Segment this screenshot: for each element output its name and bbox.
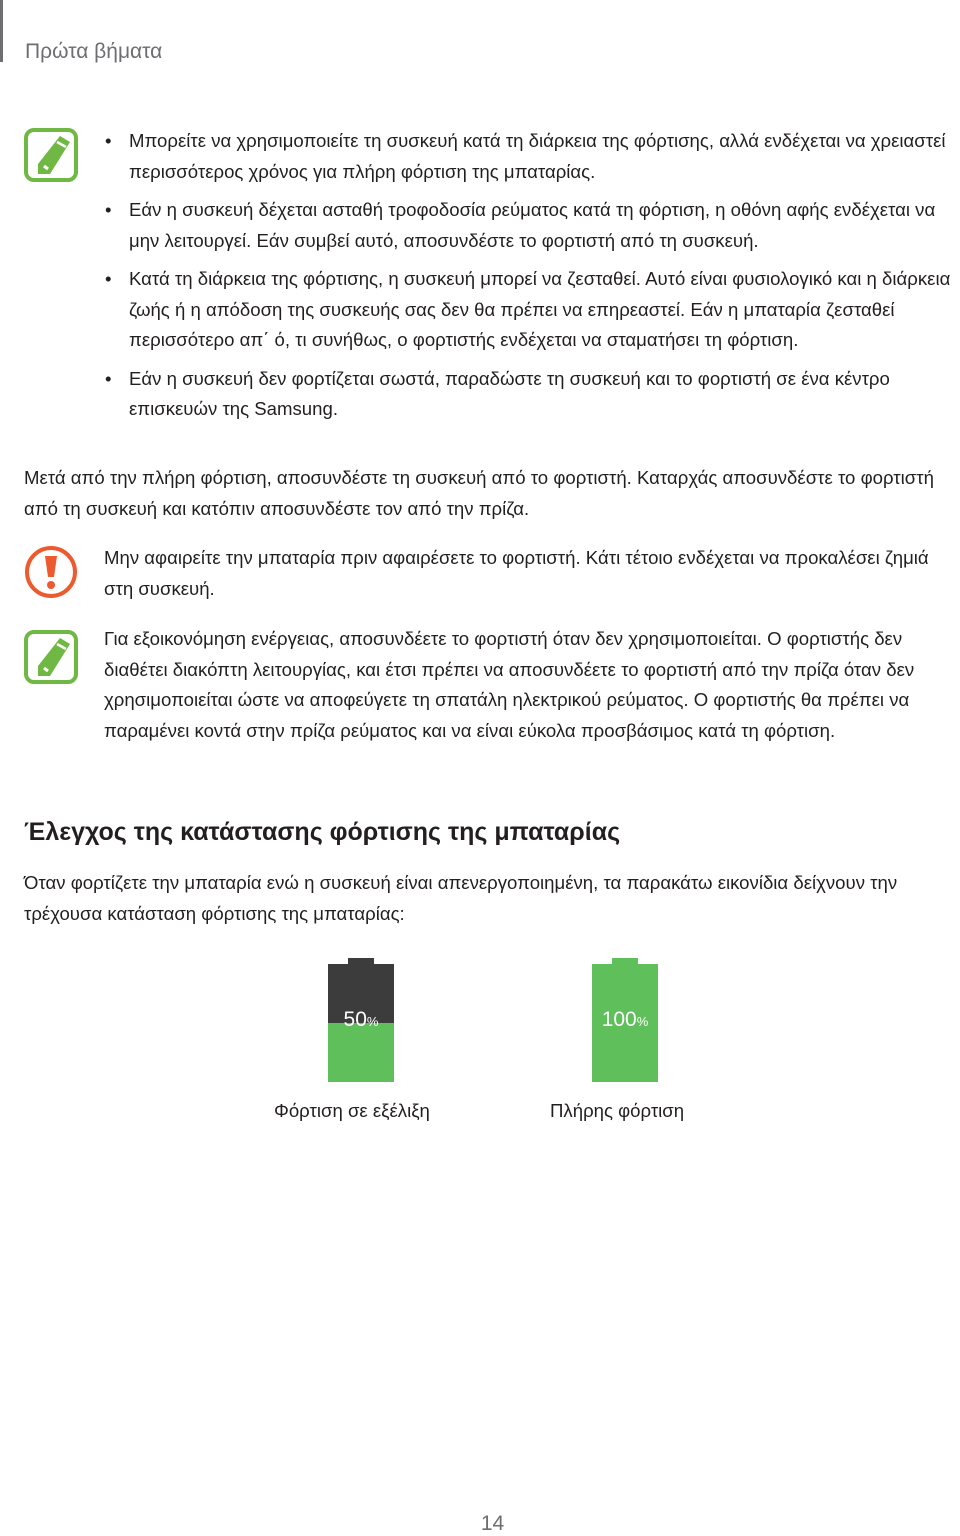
note-pencil-icon [24,630,78,684]
running-header: Πρώτα βήματα [25,40,163,63]
note-pencil-icon [24,128,78,182]
body-paragraph: Μετά από την πλήρη φόρτιση, αποσυνδέστε τη συσκευή από το φορτιστή. Καταρχάς αποσυνδέστε το φορτιστή από τη συσκευή και κατόπιν αποσυνδέστε τον από την πρίζα. [24,467,934,519]
note-bullet-list [104,126,954,433]
battery-level-label [326,1008,396,1032]
section-intro: Όταν φορτίζετε την μπαταρία ενώ η συσκευή είναι απενεργοποιημένη, τα παρακάτω εικονίδια δείχνουν την τρέχουσα κατάσταση φόρτισης της μπαταρίας: [24,872,898,924]
bullet-glyph: • [105,199,112,220]
battery-level-number: 100 [601,1008,637,1031]
list-item-text: Εάν η συσκευή δεν φορτίζεται σωστά, παραδώστε τη συσκευή και το φορτιστή σε ένα κέντρο επισκευών της Samsung. [129,367,890,419]
battery-charging-icon [326,958,396,1082]
page-number: 14 [480,1512,505,1535]
page-edge-rule [0,0,3,62]
list-item-text: Κατά τη διάρκεια της φόρτισης, η συσκευή μπορεί να ζεσταθεί. Αυτό είναι φυσιολογικό και η διάρκεια ζωής ή η απόδοση της συσκευής σας δεν θα πρέπει να επηρεαστεί. Εάν η μπαταρία ζεσταθεί περισσότερο απ΄ ό, τι συνήθως, ο φορτιστής ενδέχεται να σταματήσει τη φόρτιση. [129,268,951,350]
battery-level-label [590,1008,660,1032]
bullet-glyph: • [105,268,112,289]
warning-text: Μην αφαιρείτε την μπαταρία πριν αφαιρέσετε το φορτιστή. Κάτι τέτοιο ενδέχεται να προκαλέσει ζημιά στη συσκευή. [104,547,929,599]
battery-full-icon [590,958,660,1082]
battery-caption: Πλήρης φόρτιση [550,1100,685,1121]
list-item-text: Μπορείτε να χρησιμοποιείτε τη συσκευή κατά τη διάρκεια της φόρτισης, αλλά ενδέχεται να χρειαστεί περισσότερος χρόνος για πλήρη φόρτιση της μπαταρίας. [129,130,946,182]
section-title: Έλεγχος της κατάστασης φόρτισης της μπαταρίας [24,818,621,846]
list-item [104,195,954,256]
battery-level-unit: % [366,1014,379,1029]
note-text: Για εξοικονόμηση ενέργειας, αποσυνδέετε το φορτιστή όταν δεν χρησιμοποιείται. Ο φορτιστής δεν διαθέτει διακόπτη λειτουργίας, και έτσι πρέπει να αποσυνδέετε το φορτιστή από την πρίζα όταν δεν χρησιμοποιείται ώστε να αποφεύγετε τη σπατάλη ηλεκτρικού ρεύματος. Ο φορτιστής θα πρέπει να παραμένει κοντά στην πρίζα ρεύματος και να είναι εύκολα προσβάσιμος κατά τη φόρτιση. [104,628,915,741]
battery-level-number: 50 [343,1008,367,1031]
bullet-glyph: • [105,367,112,389]
battery-caption: Φόρτιση σε εξέλιξη [274,1100,430,1121]
warning-exclamation-icon [24,545,78,599]
list-item-text: Εάν η συσκευή δέχεται ασταθή τροφοδοσία ρεύματος κατά τη φόρτιση, η οθόνη αφής ενδέχεται να μην λειτουργεί. Εάν συμβεί αυτό, αποσυνδέστε το φορτιστή από τη συσκευή. [129,199,936,251]
battery-level-unit: % [636,1014,649,1029]
list-item [104,264,954,356]
bullet-glyph: • [105,130,112,151]
list-item [104,364,954,425]
list-item [104,126,954,187]
